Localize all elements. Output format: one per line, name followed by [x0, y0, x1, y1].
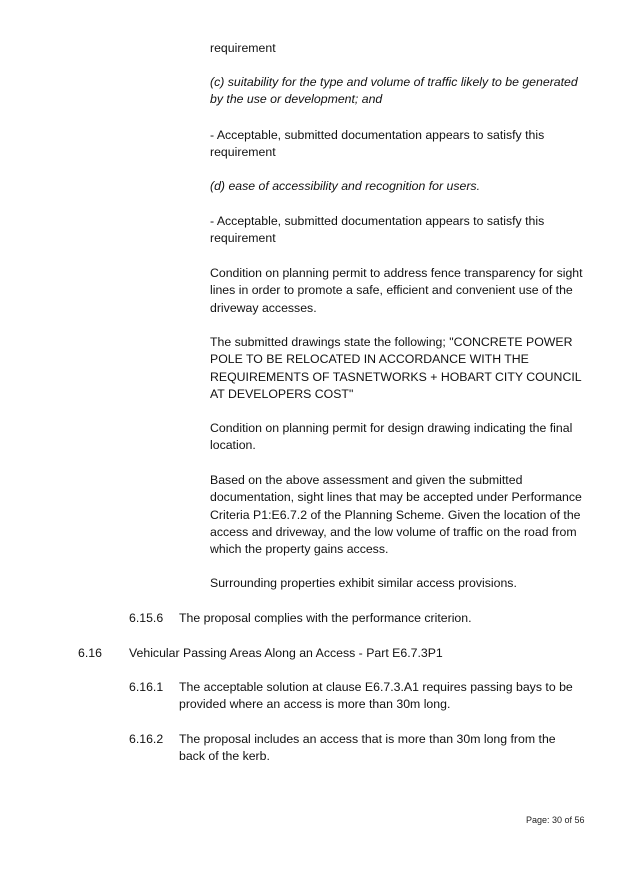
- paragraph-assessment: Based on the above assessment and given the submitted documentation, sight lines that may be accepted under Performance Criteria P1:E6.7.2 of the Planning Scheme. Given the location of the access and driveway, and the low volume of traffic on the road from which the property gains access.: [210, 473, 582, 557]
- section-number-6-16: 6.16: [78, 646, 102, 660]
- paragraph-condition-fence: Condition on planning permit to address fence transparency for sight lines in order to promote a safe, efficient and convenient use of the driveway accesses.: [210, 266, 583, 315]
- paragraph-criterion-d: (d) ease of accessibility and recognition for users.: [210, 179, 480, 193]
- clause-text-6-16-2: The proposal includes an access that is more than 30m long from the back of the kerb.: [179, 732, 556, 764]
- paragraph-acceptable-c: - Acceptable, submitted documentation appears to satisfy this requirement: [210, 128, 545, 160]
- paragraph-criterion-c: (c) suitability for the type and volume of traffic likely to be generated by the use or development; and: [210, 75, 578, 107]
- paragraph-drawings-statement: The submitted drawings state the following; "CONCRETE POWER POLE TO BE RELOCATED IN ACCORDANCE WITH THE REQUIREMENTS OF TASNETWORKS + HOBART CITY COUNCIL AT DEVELOPERS COST": [210, 335, 582, 401]
- page-number-footer: Page: 30 of 56: [526, 815, 585, 825]
- clause-number-6-15-6: 6.15.6: [129, 611, 164, 625]
- clause-number-6-16-1: 6.16.1: [129, 680, 164, 694]
- clause-text-6-15-6: The proposal complies with the performance criterion.: [179, 611, 472, 625]
- paragraph-condition-design: Condition on planning permit for design drawing indicating the final location.: [210, 421, 573, 453]
- clause-number-6-16-2: 6.16.2: [129, 732, 164, 746]
- paragraph-acceptable-d: - Acceptable, submitted documentation appears to satisfy this requirement: [210, 214, 545, 246]
- paragraph-surrounding: Surrounding properties exhibit similar access provisions.: [210, 576, 517, 590]
- paragraph-requirement-1: requirement: [210, 41, 276, 55]
- clause-text-6-16-1: The acceptable solution at clause E6.7.3.A1 requires passing bays to be provided where an access is more than 30m long.: [179, 680, 573, 712]
- section-heading-6-16: Vehicular Passing Areas Along an Access - Part E6.7.3P1: [129, 646, 443, 660]
